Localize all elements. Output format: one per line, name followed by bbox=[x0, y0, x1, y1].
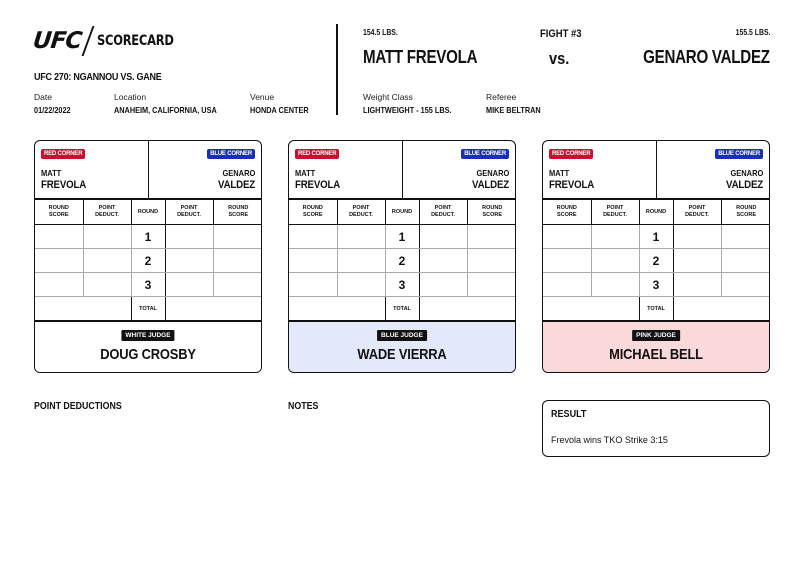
red-score-cell bbox=[35, 273, 83, 297]
blue-last-name: VALDEZ bbox=[726, 179, 763, 191]
venue-label: Venue bbox=[250, 92, 275, 102]
blue-last-name: VALDEZ bbox=[218, 179, 255, 191]
judge-scorecard bbox=[288, 140, 516, 373]
venue-meta bbox=[250, 92, 318, 115]
blue-fighter-name: GENARO VALDEZ bbox=[643, 47, 770, 67]
blue-first-name: GENARO bbox=[222, 168, 255, 178]
logo-divider bbox=[82, 26, 95, 56]
red-deduct-cell bbox=[83, 225, 131, 249]
red-round-score-header: ROUND SCORE bbox=[289, 200, 337, 225]
document-title: SCORECARD bbox=[97, 33, 174, 49]
red-score-cell bbox=[35, 249, 83, 273]
judge-name: WADE VIERRA bbox=[357, 346, 447, 363]
blue-total-cell bbox=[165, 297, 262, 321]
location-label: Location bbox=[114, 92, 147, 102]
score-grid bbox=[35, 199, 262, 321]
red-deduct-cell bbox=[337, 249, 385, 273]
venue-value: HONDA CENTER bbox=[250, 105, 309, 115]
red-deduct-cell bbox=[591, 249, 639, 273]
round-row bbox=[543, 225, 770, 249]
fight-number: FIGHT #3 bbox=[540, 28, 582, 40]
round-number: 1 bbox=[131, 225, 165, 249]
judge-name: MICHAEL BELL bbox=[609, 346, 703, 363]
round-row bbox=[289, 249, 516, 273]
blue-deduct-cell bbox=[165, 249, 213, 273]
judge-badge: PINK JUDGE bbox=[632, 330, 680, 341]
red-weight: 154.5 LBS. bbox=[363, 28, 398, 37]
score-grid-header bbox=[543, 200, 770, 225]
red-corner-badge: RED CORNER bbox=[549, 149, 593, 159]
red-score-cell bbox=[289, 225, 337, 249]
referee-meta bbox=[486, 92, 550, 115]
total-row bbox=[35, 297, 262, 321]
location-value: ANAHEIM, CALIFORNIA, USA bbox=[114, 105, 217, 115]
vs-label: vs. bbox=[549, 49, 570, 68]
referee-label: Referee bbox=[486, 92, 517, 102]
blue-score-cell bbox=[467, 249, 516, 273]
blue-round-score-header: ROUND SCORE bbox=[467, 200, 516, 225]
blue-first-name: GENARO bbox=[730, 168, 763, 178]
blue-deduct-cell bbox=[673, 225, 721, 249]
date-value: 01/22/2022 bbox=[34, 105, 71, 115]
blue-last-name: VALDEZ bbox=[472, 179, 509, 191]
blue-score-cell bbox=[213, 249, 262, 273]
red-point-deduct-header: POINT DEDUCT. bbox=[337, 200, 385, 225]
red-score-cell bbox=[289, 273, 337, 297]
total-label: TOTAL bbox=[385, 297, 419, 321]
red-deduct-cell bbox=[337, 273, 385, 297]
blue-deduct-cell bbox=[673, 249, 721, 273]
event-name: UFC 270: NGANNOU VS. GANE bbox=[34, 71, 162, 83]
round-header: ROUND bbox=[131, 200, 165, 225]
blue-score-cell bbox=[213, 273, 262, 297]
round-number: 3 bbox=[639, 273, 673, 297]
blue-score-cell bbox=[721, 249, 770, 273]
blue-point-deduct-header: POINT DEDUCT. bbox=[419, 200, 467, 225]
red-score-cell bbox=[35, 225, 83, 249]
round-number: 3 bbox=[385, 273, 419, 297]
ufc-logo bbox=[33, 26, 191, 56]
notes-title: NOTES bbox=[288, 400, 319, 412]
round-row bbox=[289, 273, 516, 297]
weight-class-value: LIGHTWEIGHT - 155 LBS. bbox=[363, 105, 452, 115]
blue-deduct-cell bbox=[419, 249, 467, 273]
red-deduct-cell bbox=[83, 249, 131, 273]
blue-deduct-cell bbox=[419, 225, 467, 249]
blue-score-cell bbox=[721, 225, 770, 249]
total-row bbox=[289, 297, 516, 321]
red-last-name: FREVOLA bbox=[41, 179, 87, 191]
red-first-name: MATT bbox=[549, 168, 570, 178]
blue-first-name: GENARO bbox=[476, 168, 509, 178]
round-header: ROUND bbox=[385, 200, 419, 225]
round-number: 2 bbox=[131, 249, 165, 273]
judge-scorecard bbox=[542, 140, 770, 373]
blue-score-cell bbox=[721, 273, 770, 297]
round-number: 3 bbox=[131, 273, 165, 297]
round-header: ROUND bbox=[639, 200, 673, 225]
score-grid-header bbox=[289, 200, 516, 225]
red-first-name: MATT bbox=[41, 168, 62, 178]
result-text: Frevola wins TKO Strike 3:15 bbox=[551, 435, 668, 445]
blue-total-cell bbox=[673, 297, 770, 321]
corner-divider bbox=[402, 141, 403, 199]
ufc-logo-text: UFC bbox=[31, 28, 83, 54]
red-total-cell bbox=[35, 297, 131, 321]
point-deductions-title: POINT DEDUCTIONS bbox=[34, 400, 122, 412]
blue-corner-badge: BLUE CORNER bbox=[207, 149, 255, 159]
blue-point-deduct-header: POINT DEDUCT. bbox=[673, 200, 721, 225]
blue-total-cell bbox=[419, 297, 516, 321]
date-label: Date bbox=[34, 92, 52, 102]
round-row bbox=[289, 225, 516, 249]
red-total-cell bbox=[543, 297, 639, 321]
red-fighter-name: MATT FREVOLA bbox=[363, 47, 478, 67]
red-deduct-cell bbox=[337, 225, 385, 249]
judge-badge: BLUE JUDGE bbox=[377, 330, 427, 341]
round-row bbox=[543, 273, 770, 297]
judge-name: DOUG CROSBY bbox=[100, 346, 196, 363]
blue-corner-badge: BLUE CORNER bbox=[461, 149, 509, 159]
corner-divider bbox=[656, 141, 657, 199]
round-row bbox=[35, 225, 262, 249]
red-point-deduct-header: POINT DEDUCT. bbox=[83, 200, 131, 225]
round-number: 1 bbox=[639, 225, 673, 249]
blue-point-deduct-header: POINT DEDUCT. bbox=[165, 200, 213, 225]
red-corner-badge: RED CORNER bbox=[41, 149, 85, 159]
location-meta bbox=[114, 92, 233, 115]
weight-class-meta bbox=[363, 92, 466, 115]
round-number: 2 bbox=[385, 249, 419, 273]
judge-badge: WHITE JUDGE bbox=[121, 330, 174, 341]
red-score-cell bbox=[289, 249, 337, 273]
judge-section bbox=[35, 321, 261, 372]
red-first-name: MATT bbox=[295, 168, 316, 178]
judge-scorecard bbox=[34, 140, 262, 373]
score-grid-header bbox=[35, 200, 262, 225]
red-deduct-cell bbox=[591, 225, 639, 249]
referee-value: MIKE BELTRAN bbox=[486, 105, 541, 115]
blue-score-cell bbox=[213, 225, 262, 249]
score-grid bbox=[289, 199, 516, 321]
judge-section bbox=[543, 321, 769, 372]
blue-deduct-cell bbox=[419, 273, 467, 297]
blue-weight: 155.5 LBS. bbox=[735, 28, 770, 37]
red-last-name: FREVOLA bbox=[549, 179, 595, 191]
score-grid bbox=[543, 199, 770, 321]
round-row bbox=[35, 249, 262, 273]
round-row bbox=[35, 273, 262, 297]
header-divider bbox=[336, 24, 338, 115]
red-total-cell bbox=[289, 297, 385, 321]
red-point-deduct-header: POINT DEDUCT. bbox=[591, 200, 639, 225]
red-last-name: FREVOLA bbox=[295, 179, 341, 191]
blue-deduct-cell bbox=[165, 225, 213, 249]
round-number: 2 bbox=[639, 249, 673, 273]
corner-divider bbox=[148, 141, 149, 199]
judge-section bbox=[289, 321, 515, 372]
blue-round-score-header: ROUND SCORE bbox=[213, 200, 262, 225]
round-row bbox=[543, 249, 770, 273]
total-label: TOTAL bbox=[639, 297, 673, 321]
blue-round-score-header: ROUND SCORE bbox=[721, 200, 770, 225]
blue-deduct-cell bbox=[673, 273, 721, 297]
blue-score-cell bbox=[467, 273, 516, 297]
card-corners bbox=[35, 141, 261, 199]
red-score-cell bbox=[543, 249, 591, 273]
red-round-score-header: ROUND SCORE bbox=[35, 200, 83, 225]
total-label: TOTAL bbox=[131, 297, 165, 321]
blue-score-cell bbox=[467, 225, 516, 249]
red-round-score-header: ROUND SCORE bbox=[543, 200, 591, 225]
blue-deduct-cell bbox=[165, 273, 213, 297]
result-title: RESULT bbox=[551, 408, 587, 420]
red-deduct-cell bbox=[83, 273, 131, 297]
card-corners bbox=[289, 141, 515, 199]
result-box bbox=[542, 400, 770, 457]
date-meta bbox=[34, 92, 77, 115]
weight-class-label: Weight Class bbox=[363, 92, 413, 102]
card-corners bbox=[543, 141, 769, 199]
red-score-cell bbox=[543, 225, 591, 249]
blue-corner-badge: BLUE CORNER bbox=[715, 149, 763, 159]
red-deduct-cell bbox=[591, 273, 639, 297]
round-number: 1 bbox=[385, 225, 419, 249]
red-corner-badge: RED CORNER bbox=[295, 149, 339, 159]
red-score-cell bbox=[543, 273, 591, 297]
total-row bbox=[543, 297, 770, 321]
